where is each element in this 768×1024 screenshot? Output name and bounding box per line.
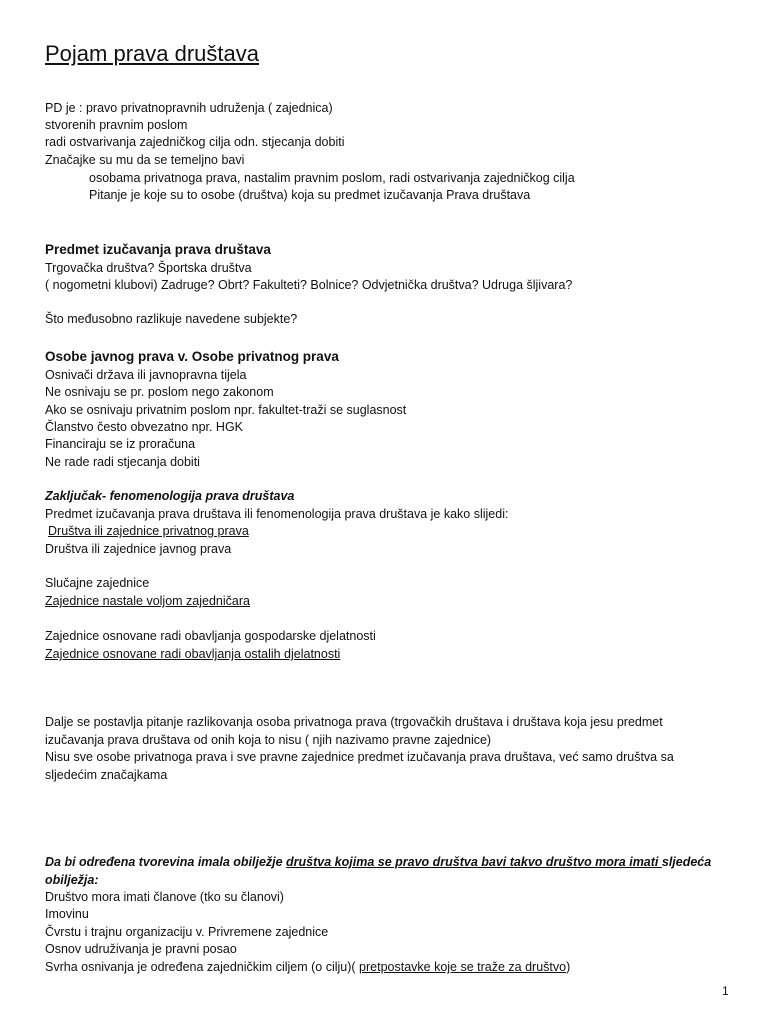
obiljezja-line-2: Imovinu	[45, 907, 89, 921]
obiljezja-heading-part-3: sljedeća	[661, 855, 712, 869]
dalje-line-3: Nisu sve osobe privatnoga prava i sve pravne zajednice predmet izučavanja prava društava, već samo društva sa	[45, 750, 674, 764]
zakljucak-line-1: Predmet izučavanja prava društava ili fenomenologija prava društava je kako slijedi:	[45, 507, 509, 521]
zakljucak-line-5: Zajednice nastale voljom zajedničara	[45, 594, 250, 608]
predmet-heading: Predmet izučavanja prava društava	[45, 242, 271, 257]
osobe-line-5: Financiraju se iz proračuna	[45, 437, 196, 451]
zakljucak-line-3: Društva ili zajednice javnog prava	[45, 542, 232, 556]
page-number: 1	[722, 984, 729, 998]
osobe-line-1: Osnivači država ili javnopravna tijela	[45, 368, 247, 382]
page-title: Pojam prava društava	[45, 41, 259, 66]
obiljezja-line-1: Društvo mora imati članove (tko su članovi)	[45, 890, 284, 904]
predmet-line-1: Trgovačka društva? Športska društva	[45, 261, 252, 275]
zakljucak-heading: Zaključak- fenomenologija prava društava	[45, 489, 295, 503]
dalje-line-1: Dalje se postavlja pitanje razlikovanja osoba privatnoga prava (trgovačkih društava i društava koja jesu predmet	[45, 715, 663, 729]
intro-line-4: Značajke su mu da se temeljno bavi	[45, 153, 245, 167]
osobe-line-3: Ako se osnivaju privatnim poslom npr. fakultet-traži se suglasnost	[45, 403, 407, 417]
dalje-line-2: izučavanja prava društava od onih koja to nisu ( njih nazivamo pravne zajednice)	[45, 733, 492, 747]
dalje-line-4: sljedećim značajkama	[45, 768, 168, 782]
intro-line-2: stvorenih pravnim poslom	[45, 118, 188, 132]
obiljezja-line-5-part-1: Svrha osnivanja je određena zajedničkim ciljem (o cilju)(	[45, 960, 360, 974]
intro-line-3: radi ostvarivanja zajedničkog cilja odn. stjecanja dobiti	[45, 135, 345, 149]
obiljezja-heading	[45, 854, 711, 871]
osobe-heading: Osobe javnog prava v. Osobe privatnog prava	[45, 349, 339, 364]
osobe-line-4: Članstvo često obvezatno npr. HGK	[45, 420, 244, 434]
intro-line-5: osobama privatnoga prava, nastalim pravnim poslom, radi ostvarivanja zajedničkog cilja	[89, 171, 575, 185]
obiljezja-line-4: Osnov udruživanja je pravni posao	[45, 942, 237, 956]
obiljezja-line-5-part-3: )	[566, 960, 571, 974]
osobe-line-2: Ne osnivaju se pr. poslom nego zakonom	[45, 385, 274, 399]
obiljezja-line-5-part-2: pretpostavke koje se traže za društvo	[359, 960, 567, 974]
obiljezja-line-5	[45, 959, 570, 976]
zakljucak-line-7: Zajednice osnovane radi obavljanja ostalih djelatnosti	[45, 647, 341, 661]
obiljezja-line-3: Čvrstu i trajnu organizaciju v. Privremene zajednice	[45, 925, 329, 939]
obiljezja-heading-line-2: obilježja:	[45, 873, 99, 887]
osobe-line-6: Ne rade radi stjecanja dobiti	[45, 455, 200, 469]
obiljezja-heading-part-2: društva kojima se pravo društva bavi takvo društvo mora imati	[286, 855, 662, 869]
obiljezja-heading-part-1: Da bi određena tvorevina imala obilježje	[45, 855, 287, 869]
predmet-line-3: Što međusobno razlikuje navedene subjekte?	[45, 312, 298, 326]
intro-line-6: Pitanje je koje su to osobe (društva) koja su predmet izučavanja Prava društava	[89, 188, 531, 202]
zakljucak-line-6: Zajednice osnovane radi obavljanja gospodarske djelatnosti	[45, 629, 376, 643]
predmet-line-2: ( nogometni klubovi) Zadruge? Obrt? Fakulteti? Bolnice? Odvjetnička društva? Udruga šljivara?	[45, 278, 573, 292]
zakljucak-line-2: Društva ili zajednice privatnog prava	[48, 524, 249, 538]
zakljucak-line-4: Slučajne zajednice	[45, 576, 150, 590]
intro-line-1: PD je : pravo privatnopravnih udruženja ( zajednica)	[45, 101, 333, 115]
